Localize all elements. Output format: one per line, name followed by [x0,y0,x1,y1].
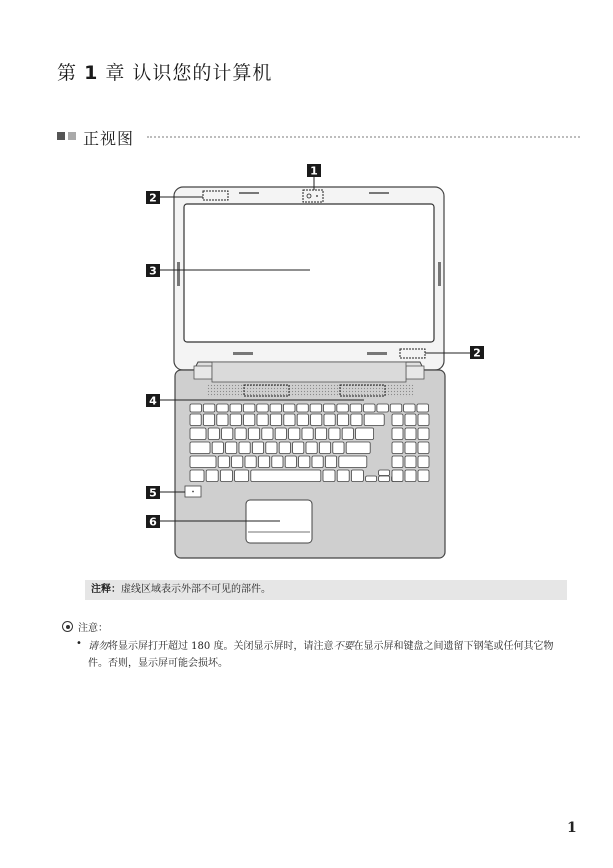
keyboard-key [252,442,263,454]
speaker-grille [207,384,414,397]
section-title: 正视图 [83,129,135,148]
caution-emphasis-2: 不要 [333,641,354,652]
keyboard-key [405,456,416,468]
caution-title: 注意： [78,623,108,634]
keyboard-key [251,470,321,482]
callout-2a-text: 2 [149,191,157,205]
keyboard-key [356,428,374,440]
hinge-foot-right [406,366,424,379]
keyboard-key [289,428,300,440]
keyboard-key [235,470,249,482]
keyboard-key [270,414,281,426]
keyboard-key [405,442,416,454]
keyboard-key [190,470,204,482]
caution-icon [62,621,73,632]
caution-bullet-row [62,638,572,672]
keyboard-key [283,404,295,412]
keyboard-key [377,404,389,412]
keyboard-key [245,456,256,468]
keyboard-key [279,442,290,454]
keyboard-key [190,428,206,440]
keyboard-key [248,428,259,440]
keyboard-key [323,470,335,482]
keyboard-key [404,404,416,412]
keyboard-key [337,470,349,482]
keyboard-key [272,456,283,468]
keyboard-key [257,414,268,426]
keyboard-key [312,456,323,468]
keyboard-key [325,456,336,468]
keyboard-key [417,404,429,412]
keyboard-key [190,414,201,426]
keyboard-key [306,442,317,454]
bezel-slot [369,192,389,194]
keyboard-key [392,442,403,454]
caution-part-2: 在显示屏和键盘之间遗留下钢笔或任何其它物件。否则，显示屏可能会损坏。 [88,641,554,669]
keyboard-key [297,414,308,426]
keyboard-key [222,428,233,440]
caution-part-1: 将显示屏打开超过 180 度。关闭显示屏时，请注意 [108,641,334,652]
callout-2a [146,191,160,205]
keyboard-key [257,404,269,412]
chapter-prefix: 第 [57,62,78,84]
keyboard-key [239,442,250,454]
chapter-suffix: 章 认识您的计算机 [105,62,273,84]
keyboard-key [418,470,429,482]
keyboard-key [346,442,370,454]
keyboard-key [226,442,237,454]
keyboard-key [418,442,429,454]
keyboard-key [351,414,362,426]
callout-1-text: 1 [310,164,318,178]
caution-header [62,619,572,634]
keyboard-key [190,456,216,468]
bezel-slot [233,352,253,355]
keyboard-key [285,456,296,468]
keyboard-key [235,428,246,440]
keyboard-key [364,414,384,426]
keyboard-key [244,414,255,426]
keyboard-key [337,404,349,412]
keyboard-key [339,456,367,468]
keyboard-key [218,456,229,468]
chapter-number: 1 [84,62,99,84]
keyboard-key [203,414,214,426]
bezel-slot [367,352,387,355]
keyboard-key [270,404,282,412]
keyboard-key [190,442,210,454]
keyboard-key [258,456,269,468]
callout-4-text: 4 [149,394,157,408]
keyboard-key [299,456,310,468]
callout-6-text: 6 [149,515,157,529]
keyboard-key [342,428,353,440]
keyboard-key [232,456,243,468]
hinge-bar [212,362,406,382]
camera-led-icon [316,195,318,197]
keyboard-key [351,470,363,482]
keyboard-key [311,414,322,426]
callout-6 [146,515,160,529]
keyboard-key [390,404,402,412]
bullet-dot: • [76,638,82,649]
hinge-foot-left [194,366,212,379]
callout-4 [146,394,160,408]
keyboard-key [297,404,309,412]
keyboard-key [405,470,416,482]
keyboard-key [217,404,229,412]
keyboard-key [379,476,390,482]
note-bar [85,580,567,600]
keyboard-key [333,442,344,454]
bezel-slot [239,192,259,194]
keyboard-key [203,404,215,412]
power-icon [192,491,194,493]
keyboard-key [302,428,313,440]
keyboard-key [392,456,403,468]
keyboard-key [366,476,377,482]
callout-2b [470,346,484,360]
display-screen [184,204,434,342]
keyboard-key [379,470,390,476]
keyboard-key [262,428,273,440]
keyboard-key [392,428,403,440]
side-latch [438,262,441,286]
callout-5 [146,486,160,500]
callout-1 [307,164,321,178]
note-text: 虚线区域表示外部不可见的部件。 [121,584,271,595]
callout-3 [146,264,160,278]
keyboard-key [405,414,416,426]
keyboard-key [212,442,223,454]
keyboard-key [324,404,336,412]
keyboard-key [217,414,228,426]
page-number: 1 [567,820,577,836]
keyboard-key [243,404,255,412]
keyboard-key [230,404,242,412]
keyboard-key [337,414,348,426]
keyboard-key [405,428,416,440]
keyboard-key [350,404,362,412]
keyboard-key [329,428,340,440]
keyboard-key [418,428,429,440]
keyboard-key [266,442,277,454]
keyboard-key [190,404,202,412]
keyboard-key [220,470,232,482]
keyboard-key [275,428,286,440]
keyboard-key [418,456,429,468]
keyboard-key [230,414,241,426]
keyboard-key [392,470,403,482]
keyboard-key [315,428,326,440]
callout-3-text: 3 [149,264,157,278]
callout-2b-text: 2 [473,346,481,360]
keyboard-key [284,414,295,426]
keyboard-key [364,404,376,412]
keyboard-key [324,414,335,426]
caution-text [88,638,568,672]
keyboard-key [206,470,218,482]
keyboard-key [293,442,304,454]
keyboard-key [310,404,322,412]
caution-emphasis-1: 请勿 [88,641,108,652]
keyboard-key [392,414,403,426]
side-latch [177,262,180,286]
keyboard-key [418,414,429,426]
keyboard-key [208,428,219,440]
callout-5-text: 5 [149,486,157,500]
caution-block [62,619,572,672]
keyboard-key [319,442,330,454]
note-label: 注释： [91,584,121,595]
